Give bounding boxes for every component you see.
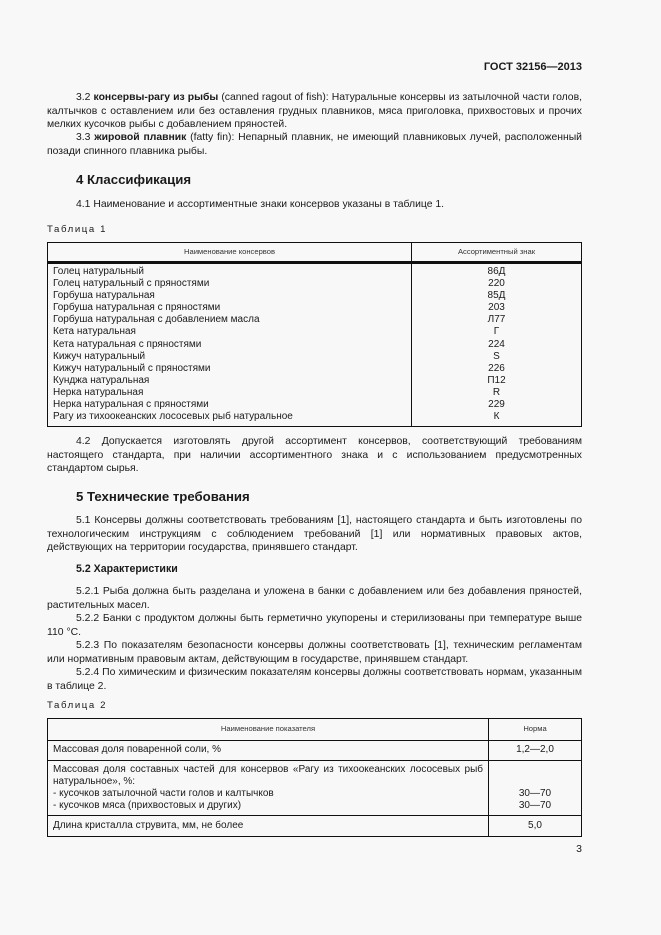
table1-caption: Таблица 1 bbox=[47, 224, 108, 235]
definition-english: (canned ragout of fish): bbox=[221, 92, 329, 103]
paragraph-text: 5.2.4 По химическим и физическим показателям консервы должны соответствовать нормам, указанным в таблице 2. bbox=[47, 667, 582, 692]
table-row bbox=[48, 387, 582, 399]
table-row bbox=[48, 314, 582, 326]
table1-cell-name: Рагу из тихоокеанских лососевых рыб натуральное bbox=[48, 411, 412, 427]
table1-cell-code: Г bbox=[412, 326, 582, 338]
paragraph-4-1 bbox=[47, 198, 582, 212]
table1-cell-name: Кижуч натуральный с пряностями bbox=[48, 363, 412, 375]
table1-cell-name: Горбуша натуральная с пряностями bbox=[48, 302, 412, 314]
table1-cell-code: П12 bbox=[412, 375, 582, 387]
table2-cell-name: Массовая доля поваренной соли, % bbox=[48, 741, 489, 761]
table2-cell-name bbox=[48, 761, 489, 816]
table1-cell-code: 229 bbox=[412, 399, 582, 411]
table1-body bbox=[48, 263, 582, 427]
table2-header-name: Наименование показателя bbox=[48, 719, 489, 741]
table1-cell-name: Горбуша натуральная bbox=[48, 290, 412, 302]
table1-header-name: Наименование консервов bbox=[48, 243, 412, 263]
table-row bbox=[48, 302, 582, 314]
paragraph-5-1 bbox=[47, 514, 582, 555]
paragraph-5-2-2 bbox=[47, 612, 582, 639]
section-heading-5: 5 Технические требования bbox=[76, 489, 250, 504]
table-2 bbox=[47, 718, 582, 837]
table2-cell-value: 5,0 bbox=[489, 816, 582, 837]
table-row bbox=[48, 326, 582, 338]
table-1 bbox=[47, 242, 582, 427]
table1-cell-code: R bbox=[412, 387, 582, 399]
table-row bbox=[48, 375, 582, 387]
paragraph-text: 5.2.2 Банки с продуктом должны быть герметично укупорены и стерилизованы при температуре выше 110 °С. bbox=[47, 613, 582, 638]
table1-cell-name: Кунджа натуральная bbox=[48, 375, 412, 387]
table1-cell-code: 224 bbox=[412, 339, 582, 351]
definition-number: 3.3 bbox=[76, 132, 91, 143]
paragraph-5-2-3 bbox=[47, 639, 582, 666]
page-number: 3 bbox=[576, 843, 582, 855]
paragraph-text: 4.1 Наименование и ассортиментные знаки консервов указаны в таблице 1. bbox=[76, 199, 445, 210]
table2-cell-value bbox=[489, 761, 582, 816]
table-row bbox=[48, 399, 582, 411]
table2-row-title: Массовая доля составных частей для консервов «Рагу из тихоокеанских лососевых рыб натуральное», %: bbox=[53, 764, 483, 788]
paragraph-4-2 bbox=[47, 435, 582, 476]
section-heading-4: 4 Классификация bbox=[76, 172, 192, 187]
table1-cell-name: Горбуша натуральная с добавлением масла bbox=[48, 314, 412, 326]
table1-cell-name: Кижуч натуральный bbox=[48, 351, 412, 363]
table-row bbox=[48, 741, 582, 761]
table2-sub-item: - кусочков мяса (прихвостовых и других) bbox=[53, 800, 242, 812]
table-row bbox=[48, 363, 582, 375]
paragraph-text: 5.1 Консервы должны соответствовать требованиям [1], настоящего стандарта и быть изготовлены по технологическим инструкциям с соблюдением требований [1] или нормативных правовых актов, действующих на территории государства, принявшего стандарт. bbox=[47, 515, 582, 553]
table2-sub-value: 30—70 bbox=[518, 800, 552, 812]
table-row bbox=[48, 290, 582, 302]
table1-cell-name: Кета натуральная bbox=[48, 326, 412, 338]
paragraph-text: 5.2.3 По показателям безопасности консервы должны соответствовать [1], техническим регламентам или нормативным правовым актам, действующим в государстве, принявшем стандарт. bbox=[47, 640, 582, 665]
table1-header-code: Ассортиментный знак bbox=[412, 243, 582, 263]
table-row bbox=[48, 278, 582, 290]
table2-cell-value: 1,2—2,0 bbox=[489, 741, 582, 761]
definition-term: консервы-рагу из рыбы bbox=[93, 92, 219, 103]
paragraph-5-2-4 bbox=[47, 666, 582, 693]
table2-sub-item: - кусочков затылочной части голов и калтычков bbox=[53, 788, 274, 800]
paragraph-text: 5.2.1 Рыба должна быть разделана и уложена в банки с добавлением или без добавления пряностей, растительных масел. bbox=[47, 586, 582, 611]
definition-text: Непарный плавник, не имеющий плавниковых лучей, расположенный позади спинного плавника рыбы. bbox=[47, 132, 582, 157]
table1-cell-code: S bbox=[412, 351, 582, 363]
table1-cell-code: 86Д bbox=[412, 263, 582, 279]
table1-cell-code: 220 bbox=[412, 278, 582, 290]
table2-sub-value: 30—70 bbox=[518, 788, 552, 800]
definition-number: 3.2 bbox=[76, 92, 91, 103]
paragraph-5-2-1 bbox=[47, 585, 582, 612]
definition-3-2 bbox=[47, 91, 582, 132]
paragraph-text: 4.2 Допускается изготовлять другой ассортимент консервов, соответствующий требованиям настоящего стандарта, при наличии ассортиментного знака и с использованием предусмотренных стандартом сырья. bbox=[47, 436, 582, 474]
table-row bbox=[48, 761, 582, 816]
document-code: ГОСТ 32156—2013 bbox=[483, 61, 582, 73]
table-row bbox=[48, 339, 582, 351]
table2-caption: Таблица 2 bbox=[47, 700, 108, 711]
definition-english: (fatty fin): bbox=[190, 132, 235, 143]
table2-cell-name: Длина кристалла струвита, мм, не более bbox=[48, 816, 489, 837]
table2-header-norm: Норма bbox=[489, 719, 582, 741]
definition-3-3 bbox=[47, 131, 582, 158]
table1-cell-name: Голец натуральный с пряностями bbox=[48, 278, 412, 290]
table1-cell-name: Голец натуральный bbox=[48, 263, 412, 279]
table1-cell-name: Нерка натуральная bbox=[48, 387, 412, 399]
subsection-heading-5-2: 5.2 Характеристики bbox=[76, 563, 178, 575]
table1-cell-code: Л77 bbox=[412, 314, 582, 326]
table1-cell-name: Нерка натуральная с пряностями bbox=[48, 399, 412, 411]
table1-cell-code: К bbox=[412, 411, 582, 427]
table-row bbox=[48, 351, 582, 363]
definition-term: жировой плавник bbox=[94, 132, 187, 143]
definition-text: Натуральные консервы из затылочной части голов, калтычков с оставлением или без оставления грудных плавников, мяса приголовка, прихвостовых и прочих мелких кусочков рыбы с добавлением пряностей. bbox=[47, 92, 582, 130]
table1-cell-code: 203 bbox=[412, 302, 582, 314]
table-row bbox=[48, 816, 582, 837]
table1-cell-code: 85Д bbox=[412, 290, 582, 302]
table-row bbox=[48, 263, 582, 279]
table-row bbox=[48, 411, 582, 427]
table1-cell-code: 226 bbox=[412, 363, 582, 375]
table1-cell-name: Кета натуральная с пряностями bbox=[48, 339, 412, 351]
